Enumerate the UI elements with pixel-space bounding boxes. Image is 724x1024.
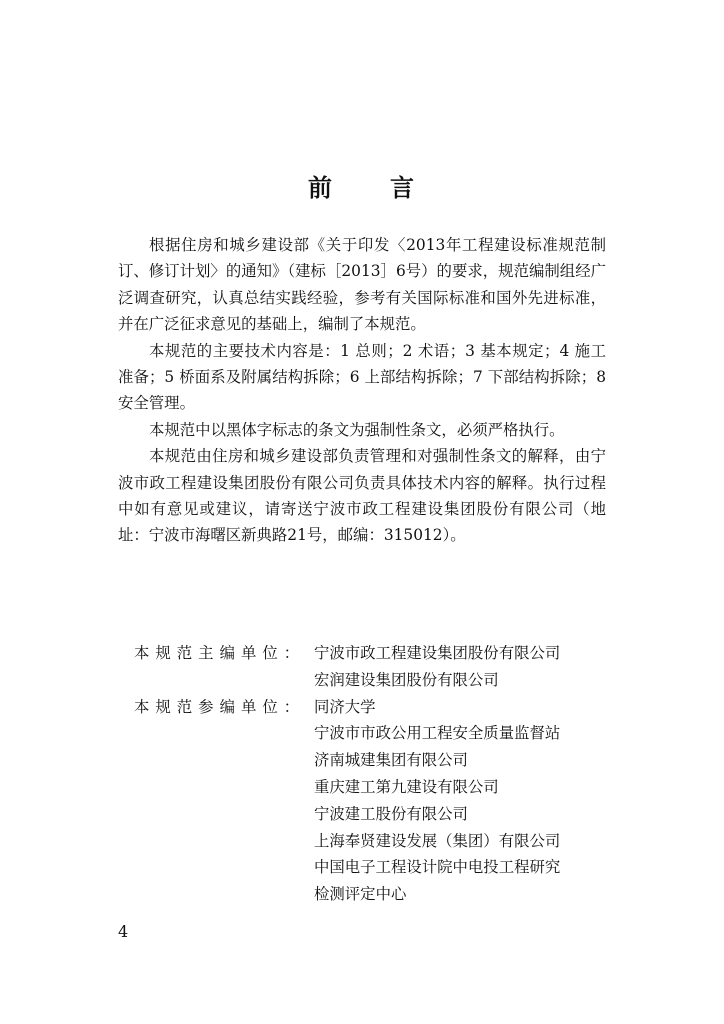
foreword-body	[118, 232, 606, 549]
chief-units-label: 本规范主编单位：	[134, 644, 306, 662]
list-item: 宁波市市政公用工程安全质量监督站	[314, 724, 561, 743]
chief-units-list	[314, 640, 560, 694]
paragraph-administration: 本规范由住房和城乡建设部负责管理和对强制性条文的解释，由宁波市政工程建设集团股份有限公司负责具体技术内容的解释。执行过程中如有意见或建议，请寄送宁波市政工程建设集团股份有限公司（地址：宁波市海曙区新典路21号，邮编：315012）。	[118, 447, 606, 545]
paragraph-background: 根据住房和城乡建设部《关于印发〈2013年工程建设标准规范制订、修订计划〉的通知》（建标［2013］6号）的要求，规范编制组经广泛调查研究，认真总结实践经验，参考有关国际标准和国外先进标准，并在广泛征求意见的基础上，编制了本规范。	[118, 236, 606, 334]
participating-units-list	[314, 694, 560, 908]
paragraph-mandatory: 本规范中以黑体字标志的条文为强制性条文，必须严格执行。	[149, 420, 565, 439]
page-number: 4	[118, 922, 129, 941]
list-item: 重庆建工第九建设有限公司	[314, 777, 499, 796]
list-item: 宁波市政工程建设集团股份有限公司	[314, 644, 561, 662]
list-item: 上海奉贤建设发展（集团）有限公司	[314, 831, 561, 850]
paragraph-main-contents: 本规范的主要技术内容是：1 总则；2 术语；3 基本规定；4 施工准备；5 桥面系及附属结构拆除；6 上部结构拆除；7 下部结构拆除；8 安全管理。	[118, 341, 606, 413]
list-item: 济南城建集团有限公司	[314, 751, 468, 770]
list-item: 宁波建工股份有限公司	[314, 804, 468, 823]
title-char-1: 前	[308, 174, 334, 202]
title-char-2: 言	[390, 174, 416, 202]
list-item: 中国电子工程设计院中电投工程研究	[314, 858, 561, 877]
list-item: 检测评定中心	[314, 885, 407, 904]
drafting-units	[118, 640, 618, 908]
participating-units-label: 本规范参编单位：	[134, 697, 306, 716]
page-title	[0, 168, 724, 203]
list-item: 同济大学	[314, 697, 376, 716]
list-item: 宏润建设集团股份有限公司	[314, 670, 499, 689]
chief-units-row	[118, 640, 618, 694]
participating-units-row	[118, 694, 618, 908]
